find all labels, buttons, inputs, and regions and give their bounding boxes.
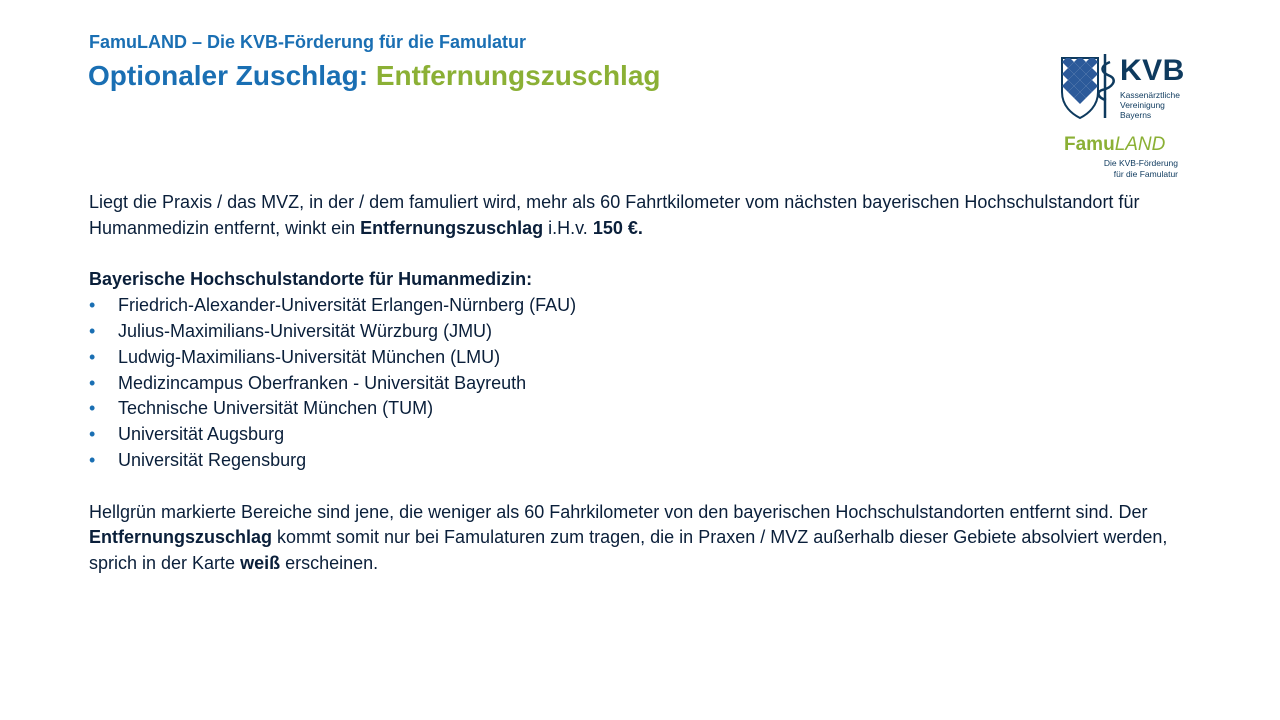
intro-text: i.H.v. (543, 217, 593, 238)
note-text: erscheinen. (280, 553, 379, 574)
slide-supertitle: FamuLAND – Die KVB-Förderung für die Famulatur (89, 32, 527, 52)
bullet-icon: • (89, 372, 96, 393)
spacer (89, 242, 1179, 268)
intro-text: Liegt die Praxis / das MVZ, in der / dem famuliert wird, mehr als 60 Fahrtkilometer vom nächsten bayerischen Hochschulstandort für Humanmedizin entfernt, winkt ein (89, 192, 1140, 238)
kvb-subtitle (1120, 90, 1180, 120)
kvb-famuland-logo (1058, 52, 1208, 184)
list-item (89, 319, 1179, 345)
bullet-icon: • (89, 295, 96, 316)
famuland-subtitle (1104, 158, 1178, 180)
list-item (89, 448, 1179, 474)
note-text: kommt somit nur bei Famulaturen zum tragen, die in Praxen / MVZ außerhalb dieser Gebiete absolviert werden, sprich in der Karte (89, 527, 1168, 574)
list-item-label: Friedrich-Alexander-Universität Erlangen-Nürnberg (FAU) (118, 295, 577, 316)
list-item-label: Medizincampus Oberfranken - Universität Bayreuth (118, 372, 527, 393)
list-title: Bayerische Hochschulstandorte für Humanmedizin: (89, 269, 533, 290)
bullet-icon: • (89, 398, 96, 419)
famuland-wordmark-a: Famu (1064, 134, 1115, 155)
note-bold-term: Entfernungszuschlag (89, 527, 273, 548)
kvb-subtitle-line: Bayerns (1120, 110, 1152, 120)
famuland-wordmark-b: LAND (1114, 134, 1166, 155)
bullet-icon: • (89, 424, 96, 445)
title-main: Optionaler Zuschlag: (88, 60, 369, 91)
list-item (89, 345, 1179, 371)
intro-bold-amount: 150 €. (592, 217, 643, 238)
intro-paragraph (89, 190, 1179, 242)
bullet-icon: • (89, 346, 96, 367)
note-text: Hellgrün markierte Bereiche sind jene, die weniger als 60 Fahrkilometer von den bayerischen Hochschulstandorten entfernt sind. Der (89, 501, 1148, 522)
list-item (89, 371, 1179, 397)
title-accent: Entfernungszuschlag (375, 60, 661, 91)
note-bold-color: weiß (240, 553, 281, 574)
note-paragraph (89, 500, 1179, 577)
kvb-subtitle-line: Kassenärztliche (1120, 90, 1181, 100)
famuland-wordmark (1064, 134, 1165, 156)
kvb-subtitle-line: Vereinigung (1120, 100, 1165, 110)
intro-bold-term: Entfernungszuschlag (360, 217, 544, 238)
kvb-wordmark: KVB (1120, 54, 1185, 87)
list-item-label: Julius-Maximilians-Universität Würzburg (JMU) (118, 320, 493, 341)
list-item-label: Universität Augsburg (118, 424, 285, 445)
bullet-icon: • (89, 320, 96, 341)
famuland-subtitle-line: für die Famulatur (1113, 169, 1178, 179)
list-item-label: Ludwig-Maximilians-Universität München (LMU) (118, 346, 501, 367)
list-item-label: Technische Universität München (TUM) (118, 398, 434, 419)
spacer (89, 474, 1179, 500)
famuland-subtitle-line: Die KVB-Förderung (1103, 158, 1178, 168)
list-item-label: Universität Regensburg (118, 449, 307, 470)
slide-body (89, 190, 1179, 577)
list-item (89, 396, 1179, 422)
slide-title (88, 60, 661, 92)
list-item (89, 422, 1179, 448)
university-list (89, 293, 1179, 474)
list-item (89, 293, 1179, 319)
bullet-icon: • (89, 449, 96, 470)
kvb-emblem-icon (1058, 52, 1118, 122)
